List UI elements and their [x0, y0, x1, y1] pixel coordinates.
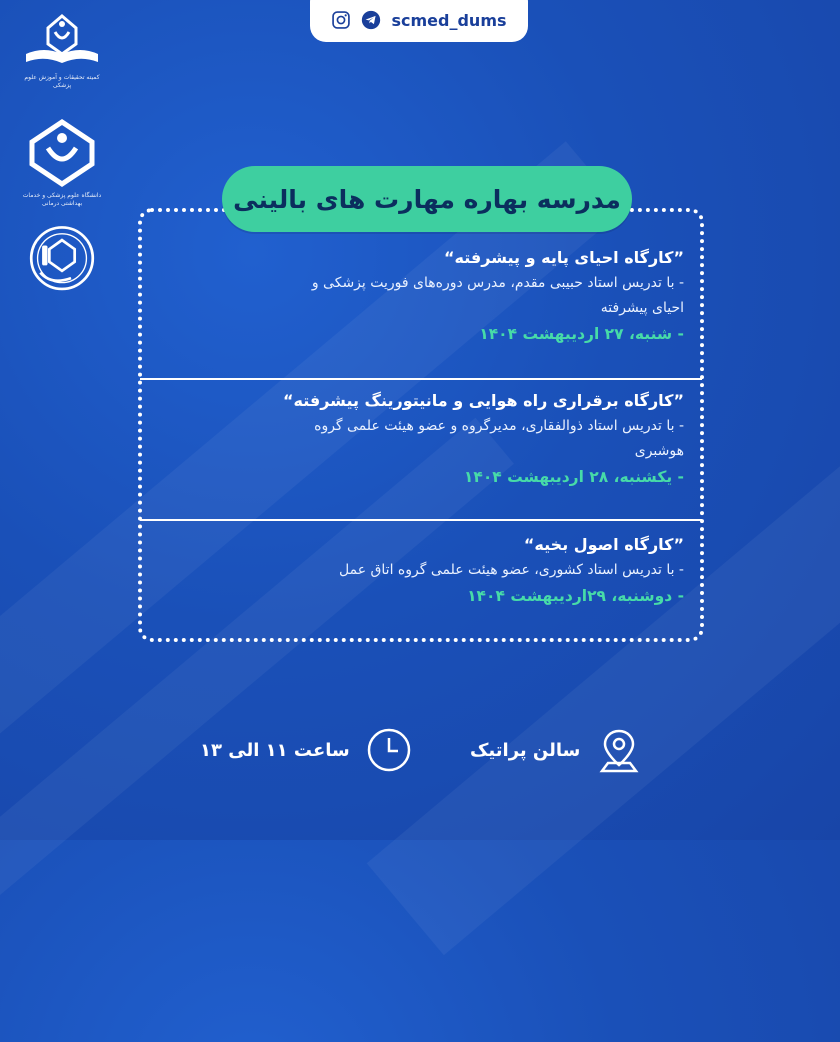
social-handle: scmed_dums	[391, 10, 507, 30]
logo1-caption: کمیته تحقیقات و آموزش علوم پزشکی	[24, 74, 100, 89]
page-title: مدرسه بهاره مهارت های بالینی	[222, 166, 632, 232]
workshop-heading: ”کارگاه احیای پایه و پیشرفته“	[444, 248, 684, 267]
workshop-item	[160, 388, 684, 490]
time-label: ساعت ۱۱ الی ۱۳	[200, 739, 350, 761]
workshop-heading: ”کارگاه اصول بخیه“	[523, 535, 684, 554]
workshop-date: - یکشنبه، ۲۸ اردیبهشت ۱۴۰۴	[463, 468, 684, 486]
location-pin-icon	[594, 725, 644, 775]
time-info	[200, 720, 414, 780]
logo2-caption: دانشگاه علوم پزشکی و خدمات بهداشتی درمانی	[22, 192, 102, 207]
location-info	[470, 720, 644, 780]
workshop-heading: ”کارگاه برقراری راه هوایی و مانیتورینگ پیشرفته“	[282, 391, 684, 410]
workshop-date: - شنبه، ۲۷ اردیبهشت ۱۴۰۴	[479, 325, 684, 343]
clock-icon	[364, 725, 414, 775]
section-divider	[140, 378, 702, 380]
workshop-instructor-continued: احیای پیشرفته	[600, 300, 684, 316]
workshop-instructor: - با تدریس استاد ذوالفقاری، مدیرگروه و عضو هیئت علمی گروه	[314, 418, 684, 434]
workshop-item	[160, 245, 684, 347]
workshop-instructor-continued: هوشبری	[634, 443, 684, 459]
workshop-instructor: - با تدریس استاد کشوری، عضو هیئت علمی گروه اتاق عمل	[339, 562, 684, 578]
social-handle-pill[interactable]	[310, 0, 528, 42]
workshop-date: - دوشنبه، ۲۹اردیبهشت ۱۴۰۴	[467, 587, 684, 605]
section-divider	[140, 519, 702, 521]
workshop-item	[160, 532, 684, 609]
location-label: سالن پراتیک	[470, 739, 581, 761]
workshop-instructor: - با تدریس استاد حبیبی مقدم، مدرس دوره‌های فوریت پزشکی و	[311, 275, 684, 291]
logo-medical-emblem	[20, 222, 104, 302]
telegram-icon[interactable]	[361, 10, 381, 30]
logo-research-committee	[20, 10, 104, 90]
instagram-icon[interactable]	[331, 10, 351, 30]
logo-university	[20, 118, 104, 208]
